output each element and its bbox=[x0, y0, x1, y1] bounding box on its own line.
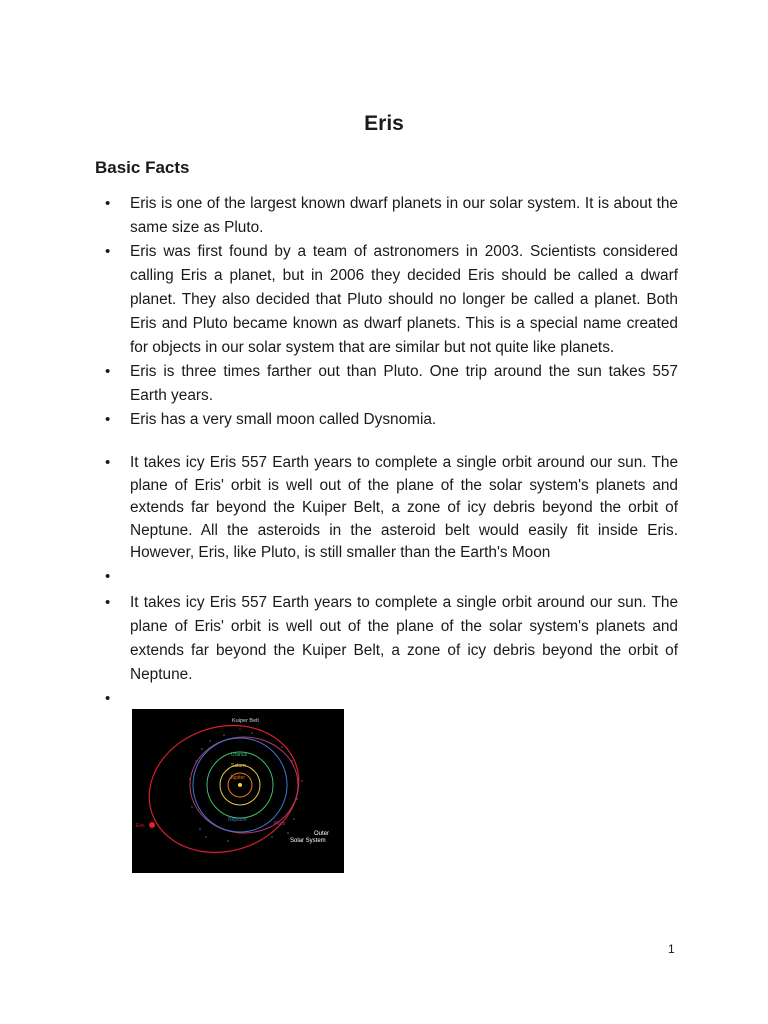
label-outer: Outer bbox=[314, 831, 330, 837]
outer-solar-system-image bbox=[132, 709, 344, 873]
list-item-text: Eris has a very small moon called Dysnomia. bbox=[130, 411, 437, 428]
page-number: 1 bbox=[668, 942, 675, 956]
list-item-empty bbox=[95, 565, 678, 591]
label-saturn: Saturn bbox=[231, 763, 246, 769]
eris-dot bbox=[149, 822, 155, 828]
list-item-text: Eris was first found by a team of astronomers in 2003. Scientists considered calling Eris a planet, but in 2006 they decided Eris should be called a dwarf planet. They also decided that Pluto should no longer be called a planet. Both Eris and Pluto became known as dwarf planets. This is a special name created for objects in our solar system that are similar but not quite like planets. bbox=[130, 243, 678, 356]
list-item bbox=[95, 360, 678, 408]
list-item-text: Eris is one of the largest known dwarf planets in our solar system. It is about the same size as Pluto. bbox=[130, 195, 678, 236]
list-item bbox=[95, 192, 678, 240]
list-item bbox=[95, 452, 678, 565]
label-kuiper-belt: Kuiper Belt bbox=[232, 718, 259, 724]
image-background bbox=[132, 709, 344, 873]
list-item-text: Eris is three times farther out than Pluto. One trip around the sun takes 557 Earth years. bbox=[130, 363, 678, 404]
label-uranus: Uranus bbox=[231, 752, 248, 758]
label-eris: Eris bbox=[136, 823, 145, 829]
label-neptune: Neptune bbox=[228, 817, 247, 823]
label-solar-system: Solar System bbox=[290, 838, 326, 844]
label-pluto: Pluto bbox=[274, 821, 286, 827]
list-item bbox=[95, 408, 678, 432]
sun bbox=[238, 783, 242, 787]
list-item-text: It takes icy Eris 557 Earth years to complete a single orbit around our sun. The plane of Eris' orbit is well out of the plane of the solar system's planets and extends far beyond the Kuiper Belt, a zone of icy debris beyond the orbit of Neptune. All the asteroids in the asteroid belt would easily fit inside Eris. However, Eris, like Pluto, is still smaller than the Earth's Moon bbox=[130, 454, 678, 561]
list-item bbox=[95, 591, 678, 687]
page-title: Eris bbox=[364, 112, 404, 135]
list-item-text: It takes icy Eris 557 Earth years to complete a single orbit around our sun. The plane of Eris' orbit is well out of the plane of the solar system's planets and extends far beyond the Kuiper Belt, a zone of icy debris beyond the orbit of Neptune. bbox=[130, 593, 678, 683]
section-heading: Basic Facts bbox=[95, 158, 190, 177]
label-jupiter: Jupiter bbox=[230, 775, 246, 781]
list-item bbox=[95, 240, 678, 360]
